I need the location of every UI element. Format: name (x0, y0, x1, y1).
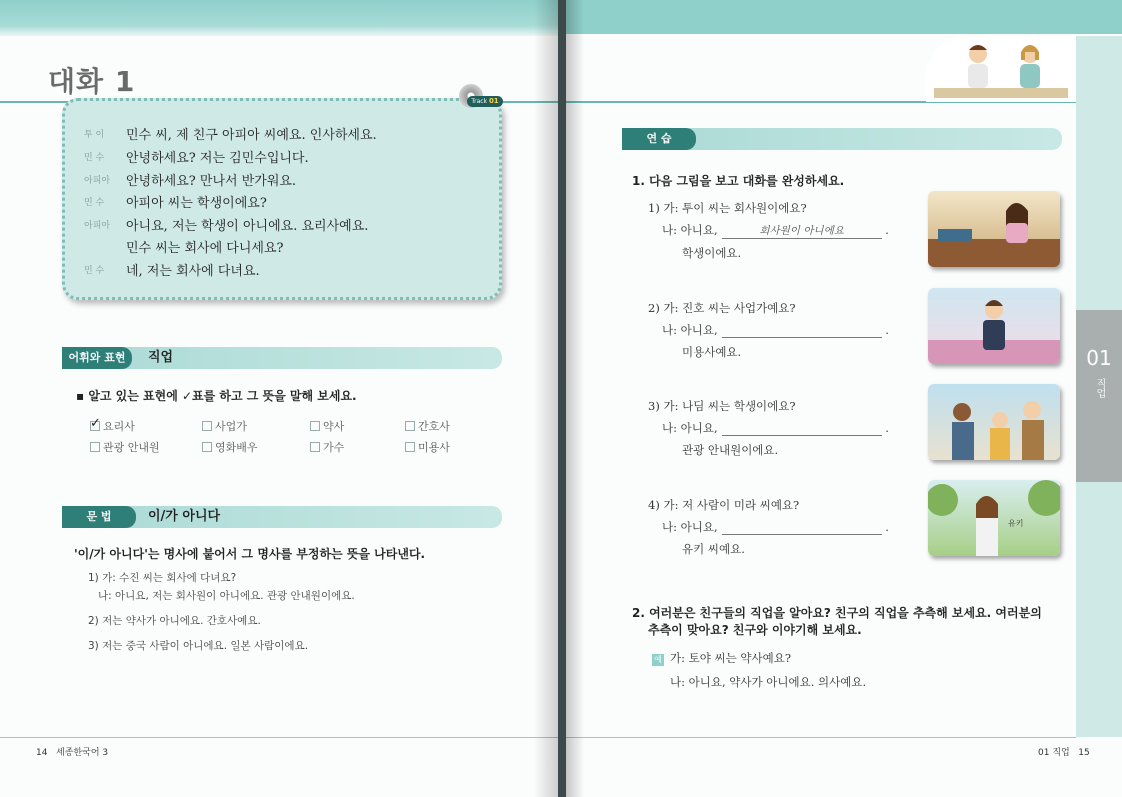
spine-shadow (534, 0, 558, 797)
header-band (0, 0, 558, 36)
right-page (566, 0, 1122, 797)
spine-shadow (566, 0, 584, 797)
grammar-example: 나: 아니요, 저는 회사원이 아니에요. 관광 안내원이에요. (98, 590, 355, 602)
dialogue-line: 민 수 안녕하세요? 저는 김민수입니다. (84, 151, 309, 166)
checkbox-checked-icon[interactable] (90, 421, 100, 431)
header-band (566, 0, 1122, 34)
answer-blank[interactable]: 회사원이 아니에요 (722, 223, 882, 239)
dialogue-line: 아피아 안녕하세요? 만나서 반가워요. (84, 174, 297, 189)
dialogue-line: 아피아 아니요, 저는 학생이 아니에요. 요리사예요. (84, 219, 369, 234)
footer-rule (566, 737, 1076, 738)
dialogue-line: 민 수 아피아 씨는 학생이에요? (84, 196, 267, 211)
grammar-example: 3) 저는 중국 사람이 아니에요. 일본 사람이에요. (88, 640, 309, 652)
yuki-label: 유키 (1008, 519, 1024, 528)
answer-blank[interactable] (722, 521, 882, 535)
question-2-title: 2. 여러분은 친구들의 직업을 알아요? 친구의 직업을 추측해 보세요. 여러분의 추측이 맞아요? 친구와 이야기해 보세요. (632, 606, 1042, 637)
dialogue-line: 민수 씨는 회사에 다니세요? (126, 241, 284, 256)
vocab-checkbox[interactable]: ✓ 요리사 (90, 418, 135, 434)
grammar-section-header (62, 506, 502, 528)
left-page (0, 0, 558, 797)
practice-tag: 연 습 (622, 128, 696, 150)
picture-yuki (928, 480, 1060, 556)
grammar-title: 이/가 아니다 (148, 509, 221, 524)
example-dialogue: 예 가: 토야 씨는 약사예요? 나: 아니요, 약사가 아니에요. 의사예요. (652, 650, 866, 690)
grammar-example: 1) 가: 수진 씨는 회사에 다녀요? (88, 572, 237, 584)
picture-tour-guide (928, 384, 1060, 460)
vocab-checkbox[interactable]: 간호사 (405, 418, 450, 434)
dialogue-line: 민 수 네, 저는 회사에 다녀요. (84, 264, 260, 279)
chapter-side-tab[interactable]: 01 직업 (1076, 310, 1122, 482)
page-footer: 01 직업 15 (1038, 748, 1090, 758)
page-footer: 14 세종한국어 3 (36, 748, 109, 758)
dialogue-line: 투 이 민수 씨, 제 친구 아피아 씨예요. 인사하세요. (84, 128, 377, 143)
picture-student (928, 191, 1060, 267)
page-title: 대화 1 (48, 65, 136, 98)
vocab-checkbox[interactable]: 가수 (310, 439, 344, 455)
answer-blank[interactable] (722, 324, 882, 338)
conversation-illustration (926, 36, 1076, 102)
vocab-checkbox[interactable]: 미용사 (405, 439, 450, 455)
picture-hairdresser (928, 288, 1060, 364)
grammar-description: '이/가 아니다'는 명사에 붙어서 그 명사를 부정하는 뜻을 나타낸다. (74, 547, 426, 561)
grammar-example: 2) 저는 약사가 아니에요. 간호사예요. (88, 615, 261, 627)
vocab-checkbox[interactable]: 영화배우 (202, 439, 258, 455)
vocab-instruction: ▪ 알고 있는 표현에 ✓표를 하고 그 뜻을 말해 보세요. (76, 389, 357, 403)
question-1-title: 1. 다음 그림을 보고 대화를 완성하세요. (632, 174, 845, 188)
vocab-tag: 어휘와 표현 (62, 347, 132, 369)
exercise-item: 2) 가: 진호 씨는 사업가예요? 나: 아니요, . 미용사예요. (648, 301, 889, 359)
exercise-item: 4) 가: 저 사람이 미라 씨예요? 나: 아니요, . 유키 씨예요. (648, 498, 889, 556)
vocab-section-header (62, 347, 502, 369)
example-badge: 예 (652, 654, 664, 666)
track-badge: Track 01 (467, 96, 503, 107)
vocab-title: 직업 (148, 350, 174, 365)
answer-blank[interactable] (722, 422, 882, 436)
vocab-checkbox[interactable]: 사업가 (202, 418, 247, 434)
grammar-tag: 문 법 (62, 506, 136, 528)
exercise-item: 1) 가: 투이 씨는 회사원이에요? 나: 아니요, 회사원이 아니에요 . 학생이에요. (648, 201, 889, 260)
vocab-checkbox[interactable]: 약사 (310, 418, 344, 434)
vocab-checkbox[interactable]: 관광 안내원 (90, 439, 160, 455)
exercise-item: 3) 가: 나딤 씨는 학생이에요? 나: 아니요, . 관광 안내원이에요. (648, 399, 889, 457)
footer-rule (0, 737, 558, 738)
practice-section-header (622, 128, 1062, 150)
